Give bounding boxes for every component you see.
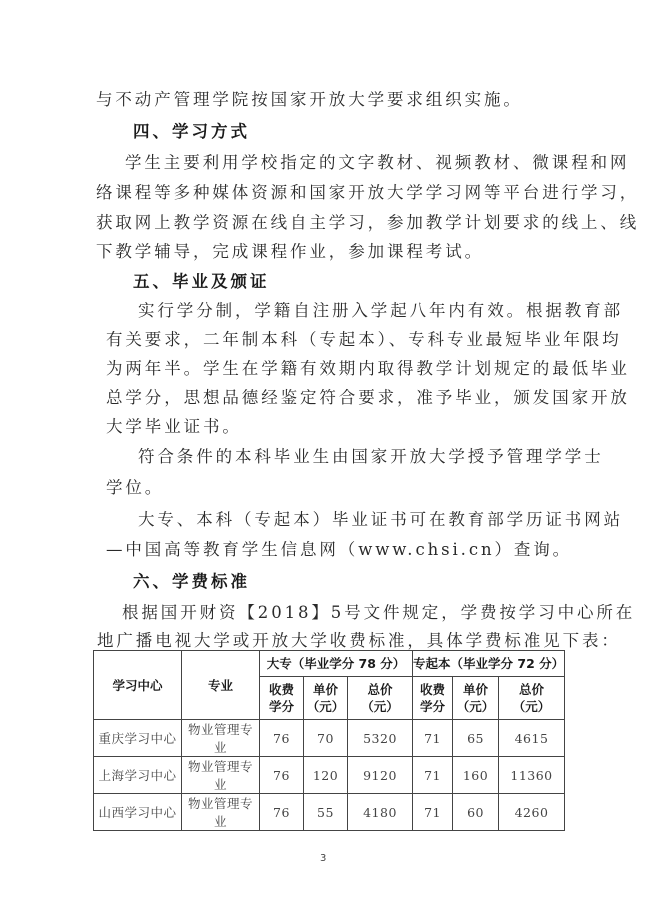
header-text: 学分 (268, 699, 294, 714)
cell-major: 物业管理专业 (182, 720, 260, 757)
paragraph-line: 学生主要利用学校指定的文字教材、视频教材、微课程和网 (125, 153, 630, 172)
paragraph-line: —中国高等教育学生信息网（www.chsi.cn）查询。 (106, 540, 573, 559)
header-text: （元） (306, 699, 345, 714)
header-text: 单价 (463, 682, 489, 697)
cell-zq-total: 4260 (499, 794, 565, 831)
paragraph-line: 总学分，思想品德经鉴定符合要求，准予毕业，颁发国家开放 (106, 388, 630, 407)
table-row (94, 757, 565, 794)
header-text: 收费 (420, 682, 446, 697)
header-text: （元） (512, 699, 551, 714)
section-heading-graduation: 五、毕业及颁证 (133, 272, 270, 291)
cell-dz-unit: 55 (304, 794, 348, 831)
header-text: 收费 (268, 682, 294, 697)
section-heading-tuition: 六、学费标准 (133, 572, 250, 591)
header-text: 学分 (420, 699, 446, 714)
cell-center: 上海学习中心 (94, 757, 182, 794)
table-row (94, 794, 565, 831)
paragraph-line: 与不动产管理学院按国家开放大学要求组织实施。 (96, 90, 523, 109)
cell-dz-total: 4180 (348, 794, 413, 831)
header-dz-credits (260, 677, 304, 720)
table-row (94, 720, 565, 757)
cell-zq-credits: 71 (413, 720, 453, 757)
cell-major: 物业管理专业 (182, 794, 260, 831)
cell-center: 山西学习中心 (94, 794, 182, 831)
cell-zq-unit: 60 (453, 794, 499, 831)
cell-dz-credits: 76 (260, 720, 304, 757)
paragraph-line: 符合条件的本科毕业生由国家开放大学授予管理学学士 (138, 447, 604, 466)
cell-dz-unit: 70 (304, 720, 348, 757)
header-learning-center: 学习中心 (94, 651, 182, 720)
paragraph-line: 学位。 (106, 478, 165, 497)
paragraph-line: 大专、本科（专起本）毕业证书可在教育部学历证书网站 (138, 510, 623, 529)
header-group-zhuanqiben: 专起本（毕业学分 72 分） (413, 651, 565, 677)
cell-zq-credits: 71 (413, 794, 453, 831)
header-group-dazhuan: 大专（毕业学分 78 分） (260, 651, 413, 677)
paragraph-line: 下教学辅导，完成课程作业，参加课程考试。 (96, 242, 484, 261)
header-text: 单价 (312, 682, 338, 697)
header-zq-unit-price (453, 677, 499, 720)
header-dz-total-price (348, 677, 413, 720)
paragraph-line: 络课程等多种媒体资源和国家开放大学学习网等平台进行学习， (96, 183, 640, 202)
section-heading-learning-method: 四、学习方式 (133, 122, 250, 141)
cell-center: 重庆学习中心 (94, 720, 182, 757)
cell-zq-credits: 71 (413, 757, 453, 794)
tuition-table (93, 650, 565, 831)
cell-zq-total: 4615 (499, 720, 565, 757)
cell-zq-unit: 65 (453, 720, 499, 757)
paragraph-line: 获取网上教学资源在线自主学习，参加教学计划要求的线上、线 (96, 213, 640, 232)
cell-major: 物业管理专业 (182, 757, 260, 794)
paragraph-line: 有关要求，二年制本科（专起本）、专科专业最短毕业年限均 (106, 330, 622, 349)
header-zq-total-price (499, 677, 565, 720)
header-text: 总价 (519, 682, 545, 697)
header-major: 专业 (182, 651, 260, 720)
cell-dz-total: 5320 (348, 720, 413, 757)
cell-dz-credits: 76 (260, 794, 304, 831)
cell-dz-total: 9120 (348, 757, 413, 794)
cell-zq-unit: 160 (453, 757, 499, 794)
header-dz-unit-price (304, 677, 348, 720)
header-text: 总价 (367, 682, 393, 697)
header-zq-credits (413, 677, 453, 720)
paragraph-line: 地广播电视大学或开放大学收费标准，具体学费标准见下表： (97, 631, 621, 650)
paragraph-line: 为两年半。学生在学籍有效期内取得教学计划规定的最低毕业 (106, 359, 630, 378)
paragraph-line: 根据国开财资【2018】5号文件规定，学费按学习中心所在 (122, 603, 636, 622)
cell-dz-unit: 120 (304, 757, 348, 794)
cell-zq-total: 11360 (499, 757, 565, 794)
paragraph-line: 大学毕业证书。 (106, 417, 242, 436)
header-text: （元） (361, 699, 399, 714)
paragraph-line: 实行学分制，学籍自注册入学起八年内有效。根据教育部 (138, 301, 623, 320)
cell-dz-credits: 76 (260, 757, 304, 794)
page-number: 3 (320, 853, 327, 864)
header-text: （元） (456, 699, 495, 714)
